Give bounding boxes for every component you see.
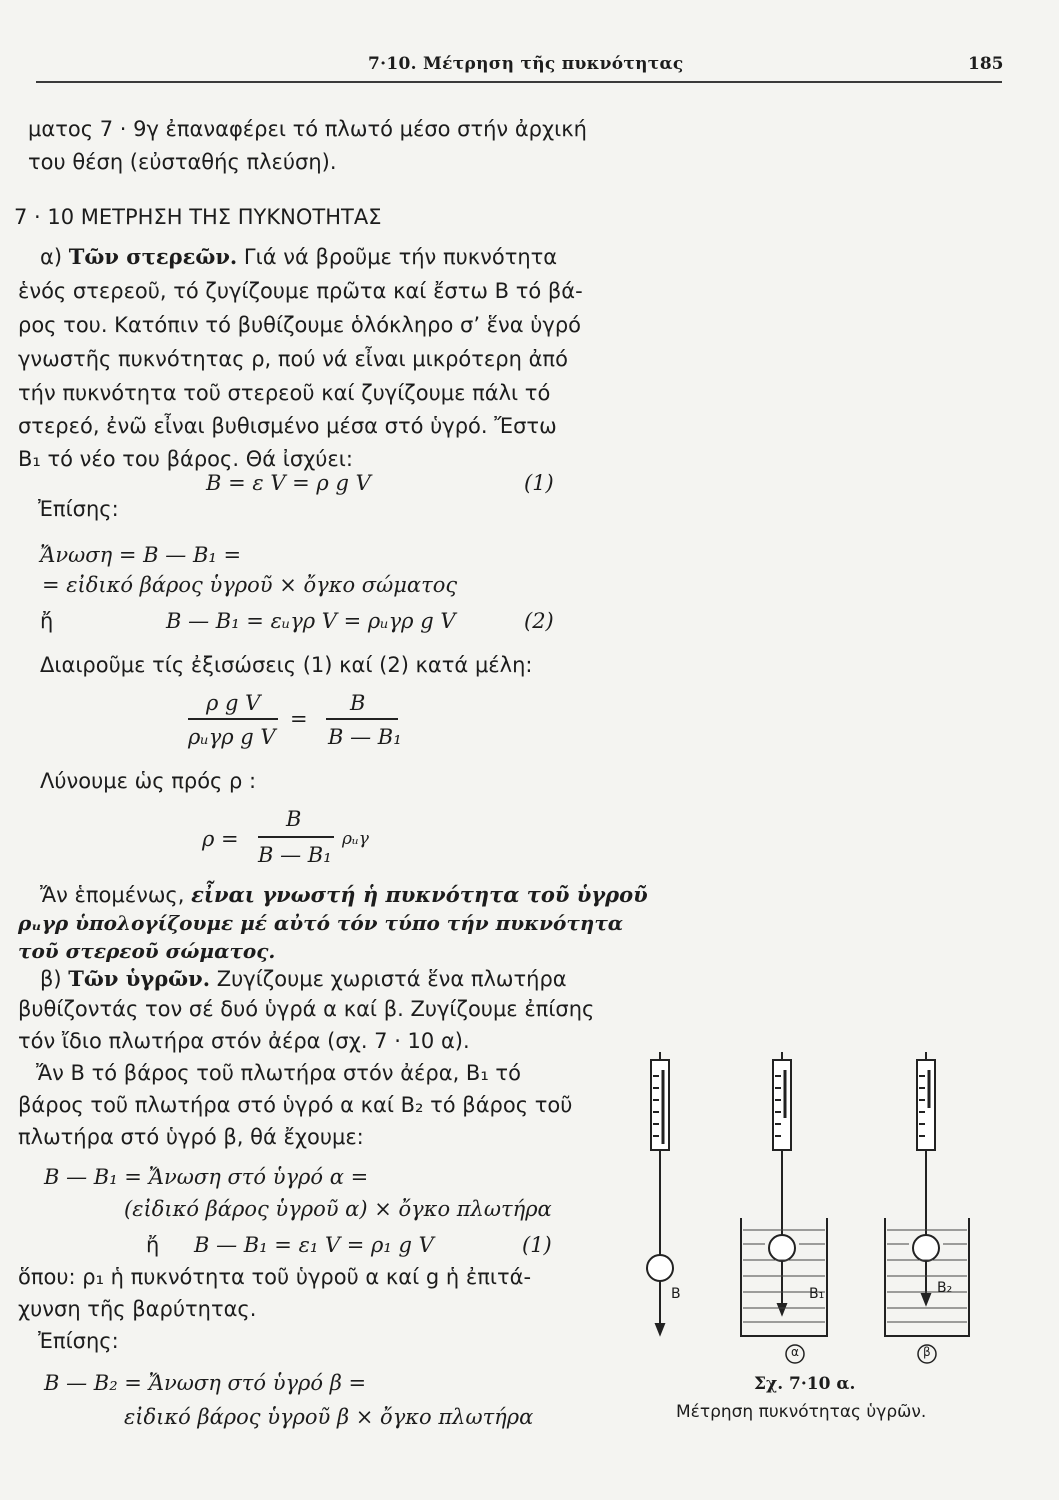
subsection-label: α) xyxy=(40,245,69,269)
equation-b2: (εἰδικό βάρος ὑγροῦ α) × ὄγκο πλωτήρα xyxy=(124,1197,552,1221)
text-line: B₁ τό νέο του βάρος. Θά ἰσχύει: xyxy=(18,447,353,471)
label-alpha: α xyxy=(791,1345,799,1359)
page-number: 185 xyxy=(968,54,1004,74)
bold-italic-span: εἶναι γνωστή ἡ πυκνότητα τοῦ ὑγροῦ xyxy=(191,882,648,907)
fraction-bar xyxy=(188,718,278,720)
equation-buoyancy: Ἄνωση = B — B₁ = xyxy=(40,543,242,567)
fraction-numerator: B xyxy=(350,691,366,715)
text-line: ἤ xyxy=(146,1233,160,1257)
equation-c2: εἰδικό βάρος ὑγροῦ β × ὄγκο πλωτήρα xyxy=(124,1405,534,1429)
rho-numerator: B xyxy=(286,807,302,831)
running-title: 7·10. Μέτρηση τῆς πυκνότητας xyxy=(368,54,684,74)
equation-b1: B — B₁ = Ἄνωση στό ὑγρό α = xyxy=(44,1165,369,1189)
text-line: Ἐπίσης: xyxy=(38,1329,119,1353)
fraction-bar xyxy=(326,718,398,720)
label-beta: β xyxy=(923,1345,931,1359)
equation-b3: B — B₁ = ε₁ V = ρ₁ g V xyxy=(194,1233,434,1257)
header-rule xyxy=(36,81,1002,83)
figure-caption-title: Σχ. 7·10 α. xyxy=(754,1374,856,1394)
page-header xyxy=(0,48,1059,88)
text-line: ὅπου: ρ₁ ἡ πυκνότητα τοῦ ὑγροῦ α καί g ἡ ἐπιτά- xyxy=(18,1265,532,1289)
rho-denominator: B — B₁ xyxy=(258,843,332,867)
fraction-bar xyxy=(258,836,334,838)
fraction-numerator: ρ g V xyxy=(206,691,261,715)
fraction-denominator: ρᵤγρ g V xyxy=(188,725,276,749)
equation-number: (1) xyxy=(522,1233,552,1257)
figure-caption-text: Μέτρηση πυκνότητας ὑγρῶν. xyxy=(676,1402,927,1422)
equation-2: B — B₁ = εᵤγρ V = ρᵤγρ g V xyxy=(166,609,456,633)
text-span: Ζυγίζουμε χωριστά ἕνα πλωτήρα xyxy=(210,967,567,991)
text-line: ἤ xyxy=(40,609,54,633)
text-line: Λύνουμε ὡς πρός ρ : xyxy=(40,769,257,793)
text-line: στερεό, ἐνῶ εἶναι βυθισμένο μέσα στό ὑγρό. Ἔστω xyxy=(18,414,557,438)
label-weight-B2: B₂ xyxy=(937,1280,953,1296)
section-heading: 7 · 10 ΜΕΤΡΗΣΗ ΤΗΣ ΠΥΚΝΟΤΗΤΑΣ xyxy=(14,205,382,229)
text-line: τήν πυκνότητα τοῦ στερεοῦ καί ζυγίζουμε πάλι τό xyxy=(18,381,551,405)
text-line: Ἐπίσης: xyxy=(38,497,119,521)
equation-number: (2) xyxy=(524,609,554,633)
equation-c1: B — B₂ = Ἄνωση στό ὑγρό β = xyxy=(44,1371,367,1395)
text-line: χυνση τῆς βαρύτητας. xyxy=(18,1297,257,1321)
text-line: πλωτήρα στό ὑγρό β, θά ἔχουμε: xyxy=(18,1125,364,1149)
spring-balance-liquid-b xyxy=(885,1052,969,1336)
text-line: ρος του. Κατόπιν τό βυθίζουμε ὁλόκληρο σ’ ἕνα ὑγρό xyxy=(18,313,582,337)
subsection-title: Τῶν ὑγρῶν. xyxy=(68,966,211,991)
text-line: Ἄν B τό βάρος τοῦ πλωτήρα στόν ἀέρα, B₁ τό xyxy=(36,1061,521,1085)
rho-multiplier: ρᵤγ xyxy=(342,829,369,849)
equation-number: (1) xyxy=(524,471,554,495)
text-line: γνωστῆς πυκνότητας ρ, πού νά εἶναι μικρότερη ἀπό xyxy=(18,347,568,371)
text-span: Γιά νά βροῦμε τήν πυκνότητα xyxy=(237,245,558,269)
text-line: βάρος τοῦ πλωτήρα στό ὑγρό α καί B₂ τό βάρος τοῦ xyxy=(18,1093,573,1117)
spring-balance-air xyxy=(647,1052,673,1334)
subsection-title: Τῶν στερεῶν. xyxy=(68,244,238,269)
conclusion-line: ρᵤγρ ὑπολογίζουμε μέ αὐτό τόν τύπο τήν πυκνότητα xyxy=(18,911,624,935)
equation-1: B = ε V = ρ g V xyxy=(206,471,371,495)
conclusion-line xyxy=(40,880,648,910)
text-line: βυθίζοντάς τον σέ δυό ὑγρά α καί β. Ζυγίζουμε ἐπίσης xyxy=(18,997,595,1021)
figure-drawing xyxy=(615,1048,995,1368)
label-weight-B: B xyxy=(671,1286,681,1302)
text-span: Ἄν ἑπομένως, xyxy=(40,883,192,907)
rho-lhs: ρ = xyxy=(202,827,239,851)
label-weight-B1: B₁ xyxy=(809,1286,825,1302)
subsection-label: β) xyxy=(40,967,69,991)
text-line: ματος 7 · 9γ ἐπαναφέρει τό πλωτό μέσο στήν ἀρχική xyxy=(28,117,587,141)
equation-buoyancy-cont: = εἰδικό βάρος ὑγροῦ × ὄγκο σώματος xyxy=(42,573,458,597)
paragraph-solids-start xyxy=(40,242,557,272)
figure-density-of-liquids xyxy=(615,1048,995,1368)
paragraph-liquids-start xyxy=(40,964,567,994)
text-line: ἑνός στερεοῦ, τό ζυγίζουμε πρῶτα καί ἔστω B τό βά- xyxy=(18,279,583,303)
conclusion-line: τοῦ στερεοῦ σώματος. xyxy=(18,939,276,963)
text-line: Διαιροῦμε τίς ἐξισώσεις (1) καί (2) κατά μέλη: xyxy=(40,653,533,677)
text-line: του θέση (εὐσταθής πλεύση). xyxy=(28,150,337,174)
text-line: τόν ἴδιο πλωτήρα στόν ἀέρα (σχ. 7 · 10 α). xyxy=(18,1029,470,1053)
equals-sign: = xyxy=(290,707,308,731)
fraction-denominator: B — B₁ xyxy=(328,725,402,749)
